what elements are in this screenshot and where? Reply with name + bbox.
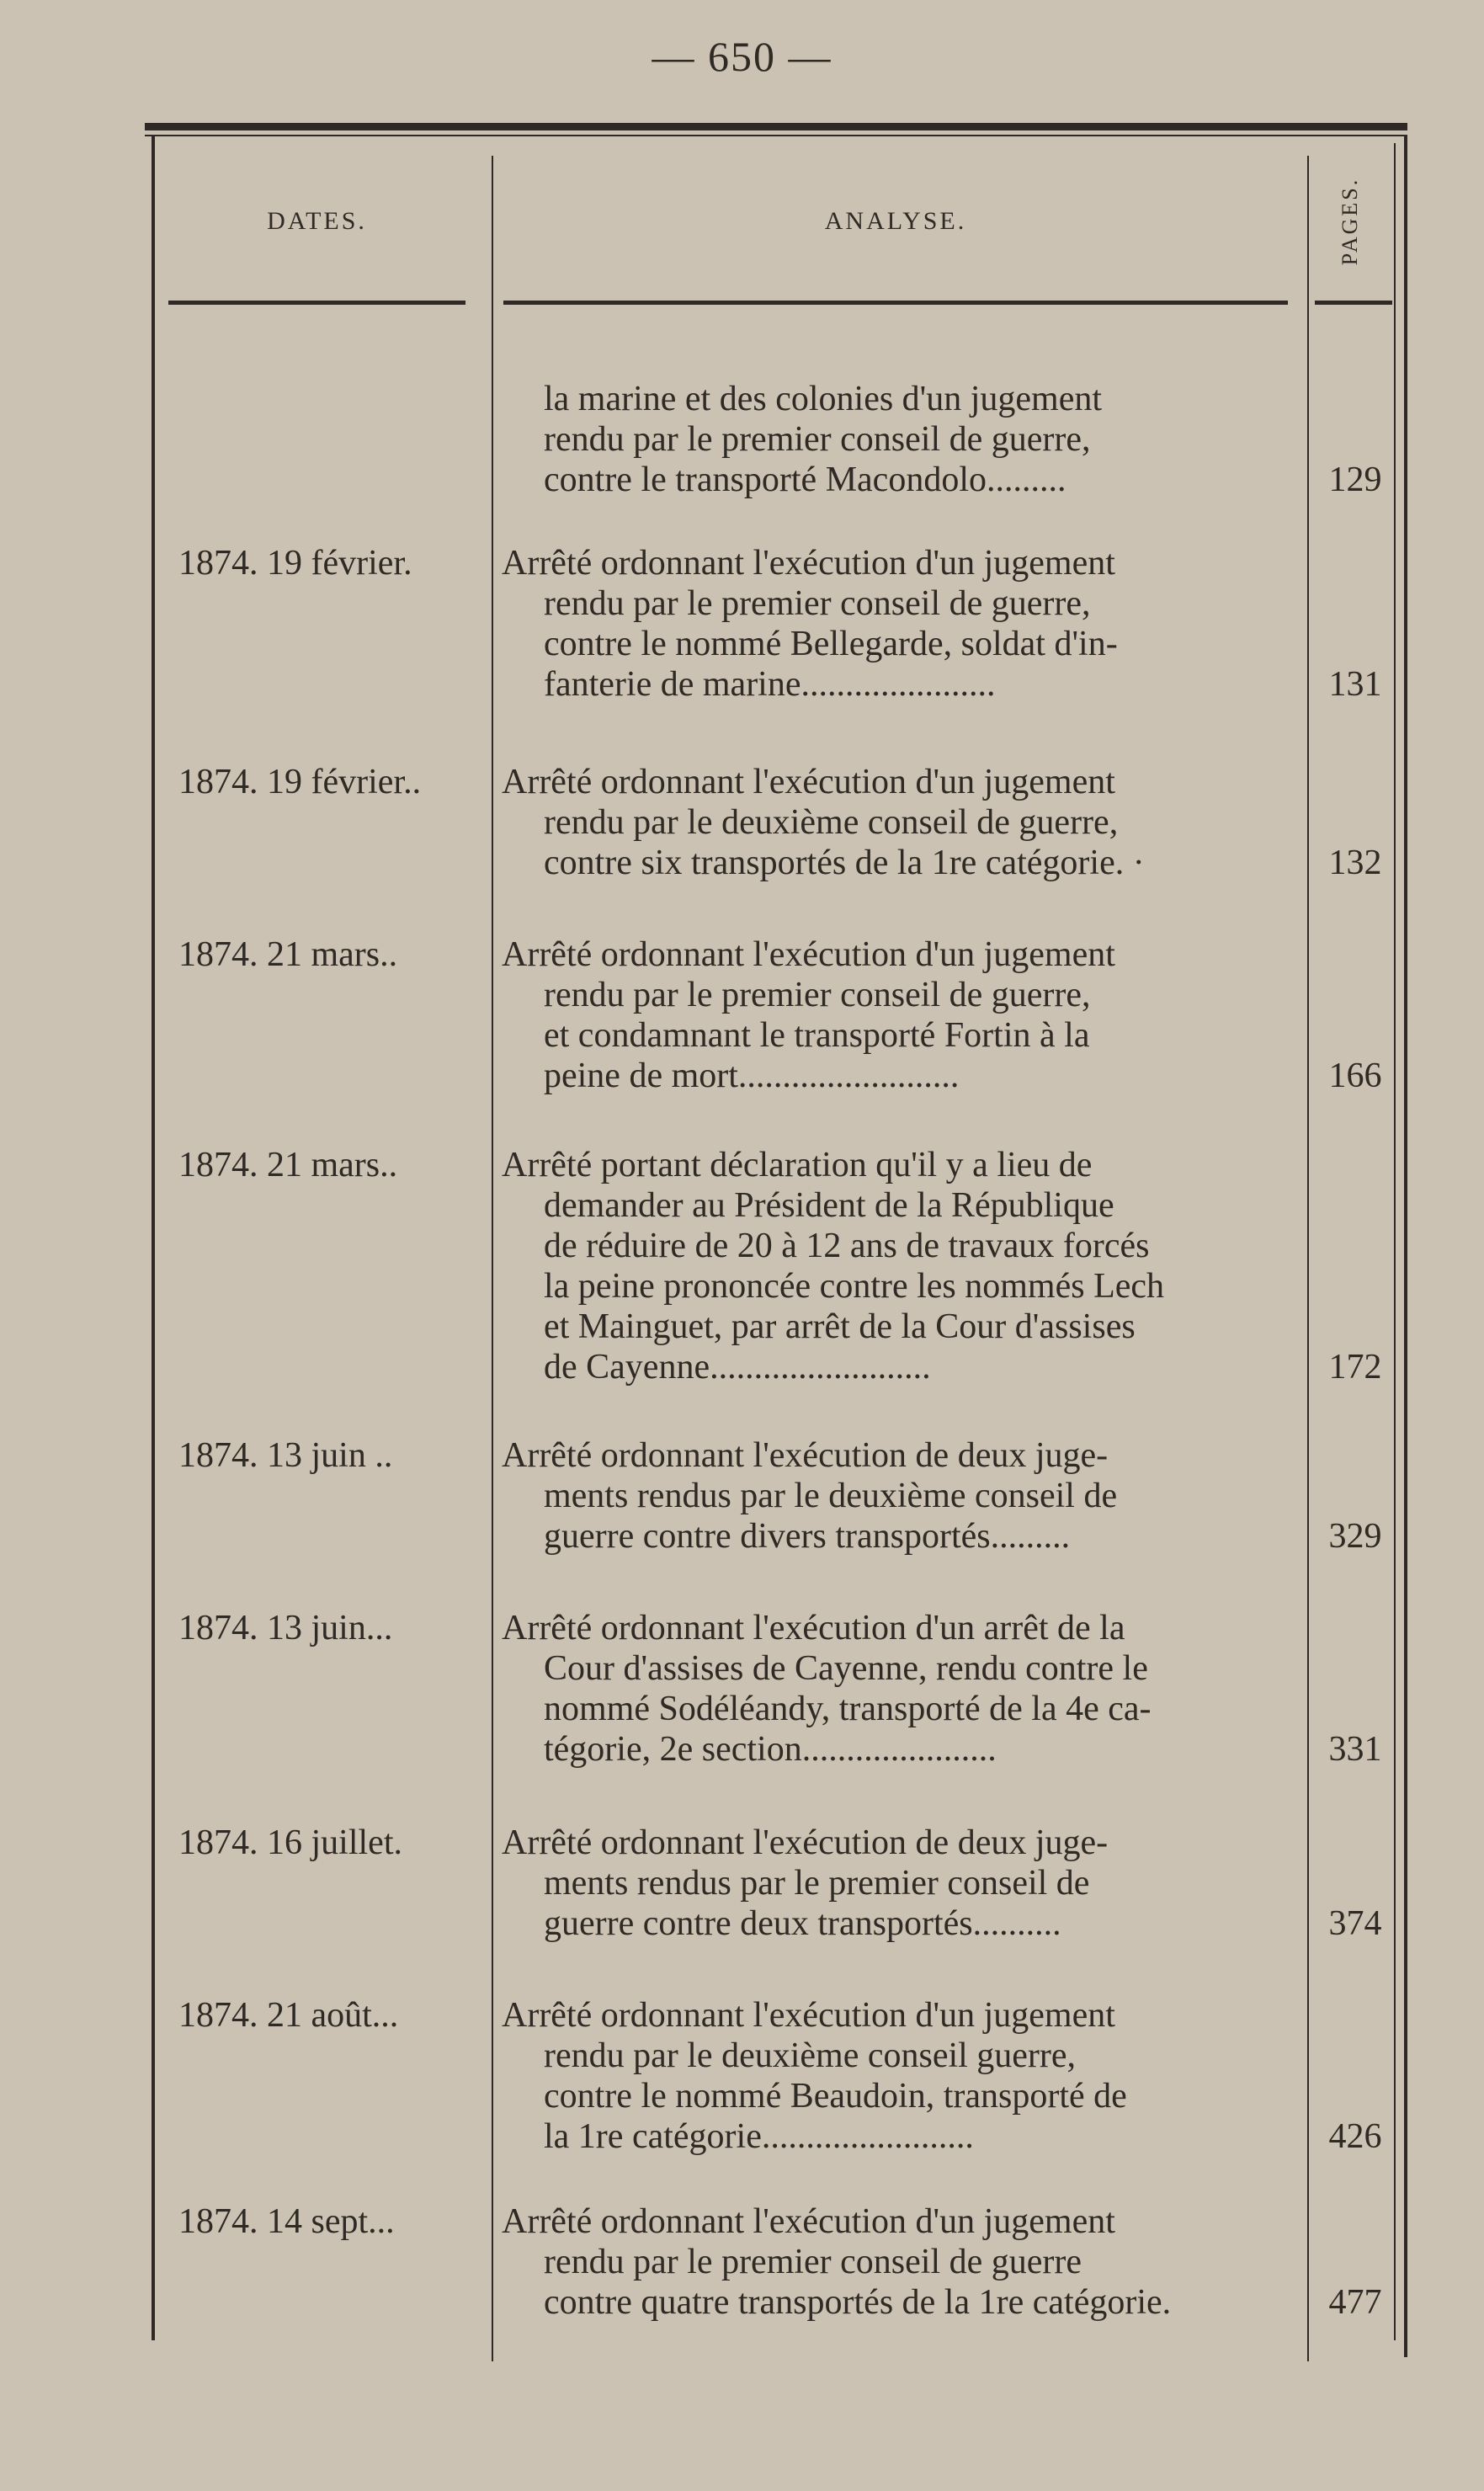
- analysis-line: la peine prononcée contre les nommés Lech: [544, 1267, 1165, 1306]
- analysis-line: Arrêté ordonnant l'exécution d'un jugement: [502, 935, 1115, 974]
- analysis-line: Cour d'assises de Cayenne, rendu contre le: [544, 1649, 1148, 1688]
- analysis-line: guerre contre deux transportés..........: [544, 1904, 1061, 1943]
- page-ref: 166: [1328, 1057, 1382, 1095]
- top-rule-thick: [145, 123, 1407, 130]
- analysis-line: tégorie, 2e section......................: [544, 1730, 997, 1769]
- analysis-line: contre le transporté Macondolo.........: [544, 460, 1066, 499]
- analysis-text: [502, 1145, 1296, 1387]
- analysis-line: la 1re catégorie........................: [544, 2117, 974, 2156]
- entry-date: 1874. 13 juin ..: [178, 1436, 393, 1475]
- entry-date: 1874. 14 sept...: [178, 2202, 395, 2241]
- analysis-text: [502, 1823, 1296, 1944]
- analysis-line: guerre contre divers transportés.........: [544, 1517, 1071, 1556]
- right-border-outer: [1404, 135, 1407, 2357]
- analysis-line: rendu par le deuxième conseil guerre,: [544, 2036, 1077, 2075]
- analysis-line: Arrêté ordonnant l'exécution de deux juge-: [502, 1823, 1109, 1862]
- entry-date: 1874. 19 février.: [178, 544, 412, 583]
- analysis-line: et Mainguet, par arrêt de la Cour d'assises: [544, 1307, 1136, 1346]
- page-ref: 426: [1328, 2117, 1382, 2156]
- analysis-line: de Cayenne.........................: [544, 1348, 931, 1387]
- top-rule-thin: [145, 135, 1407, 136]
- analysis-line: Arrêté ordonnant l'exécution de deux juge-: [502, 1436, 1109, 1475]
- analysis-text: [502, 762, 1296, 883]
- analysis-line: rendu par le deuxième conseil de guerre,: [544, 803, 1119, 842]
- analysis-text: [502, 379, 1296, 500]
- page-ref: 131: [1328, 665, 1382, 704]
- analysis-line: contre six transportés de la 1re catégorie. ·: [544, 844, 1145, 882]
- analysis-line: de réduire de 20 à 12 ans de travaux forcés: [544, 1227, 1150, 1265]
- analysis-line: rendu par le premier conseil de guerre,: [544, 420, 1091, 459]
- entry-date: 1874. 21 août...: [178, 1996, 399, 2035]
- page-ref: 331: [1328, 1730, 1382, 1769]
- header-underline-dates: [168, 301, 465, 305]
- page-ref: 374: [1328, 1904, 1382, 1943]
- analysis-text: [502, 1435, 1296, 1557]
- entry-date: 1874. 21 mars..: [178, 1146, 398, 1184]
- analysis-line: Arrêté ordonnant l'exécution d'un jugement: [502, 763, 1115, 801]
- analysis-line: rendu par le premier conseil de guerre,: [544, 976, 1091, 1014]
- analysis-line: la marine et des colonies d'un jugement: [544, 380, 1103, 418]
- page-ref: 172: [1328, 1348, 1382, 1387]
- analysis-line: ments rendus par le premier conseil de: [544, 1864, 1090, 1903]
- analysis-line: rendu par le premier conseil de guerre: [544, 2243, 1082, 2281]
- header-dates: DATES.: [267, 207, 367, 235]
- analysis-line: contre quatre transportés de la 1re catégorie.: [544, 2283, 1172, 2322]
- analysis-line: fanterie de marine......................: [544, 665, 996, 704]
- entry-date: 1874. 19 février..: [178, 763, 422, 801]
- analysis-line: et condamnant le transporté Fortin à la: [544, 1016, 1090, 1055]
- analysis-line: Arrêté ordonnant l'exécution d'un jugement: [502, 2202, 1115, 2241]
- header-underline-pages: [1315, 301, 1392, 305]
- analysis-line: demander au Président de la République: [544, 1186, 1114, 1225]
- analysis-line: peine de mort.........................: [544, 1057, 960, 1095]
- page-ref: 477: [1328, 2283, 1382, 2322]
- analysis-text: [502, 2201, 1296, 2323]
- analysis-text: [502, 543, 1296, 705]
- left-border: [152, 135, 155, 2340]
- col-divider-2: [1307, 156, 1309, 2361]
- header-analysis: ANALYSE.: [824, 207, 967, 235]
- page-ref: 132: [1328, 844, 1382, 882]
- entry-date: 1874. 16 juillet.: [178, 1823, 402, 1862]
- analysis-line: Arrêté portant déclaration qu'il y a lieu de: [502, 1146, 1093, 1184]
- analysis-text: [502, 934, 1296, 1096]
- analysis-line: Arrêté ordonnant l'exécution d'un jugement: [502, 1996, 1115, 2035]
- analysis-text: [502, 1995, 1296, 2157]
- entry-date: 1874. 13 juin...: [178, 1609, 393, 1647]
- col-divider-1: [492, 156, 493, 2361]
- page-ref: 329: [1328, 1517, 1382, 1556]
- page-number: — 650 —: [652, 33, 832, 80]
- analysis-line: contre le nommé Beaudoin, transporté de: [544, 2077, 1127, 2116]
- header-pages: PAGES.: [1338, 177, 1362, 266]
- analysis-line: nommé Sodéléandy, transporté de la 4e ca-: [544, 1690, 1152, 1728]
- entry-date: 1874. 21 mars..: [178, 935, 398, 974]
- analysis-text: [502, 1608, 1296, 1770]
- analysis-line: ments rendus par le deuxième conseil de: [544, 1477, 1118, 1515]
- header-underline-analysis: [503, 301, 1288, 305]
- analysis-line: Arrêté ordonnant l'exécution d'un jugement: [502, 544, 1115, 583]
- analysis-line: Arrêté ordonnant l'exécution d'un arrêt de la: [502, 1609, 1125, 1647]
- analysis-line: contre le nommé Bellegarde, soldat d'in-: [544, 625, 1118, 663]
- page-ref: 129: [1328, 460, 1382, 499]
- analysis-line: rendu par le premier conseil de guerre,: [544, 584, 1091, 623]
